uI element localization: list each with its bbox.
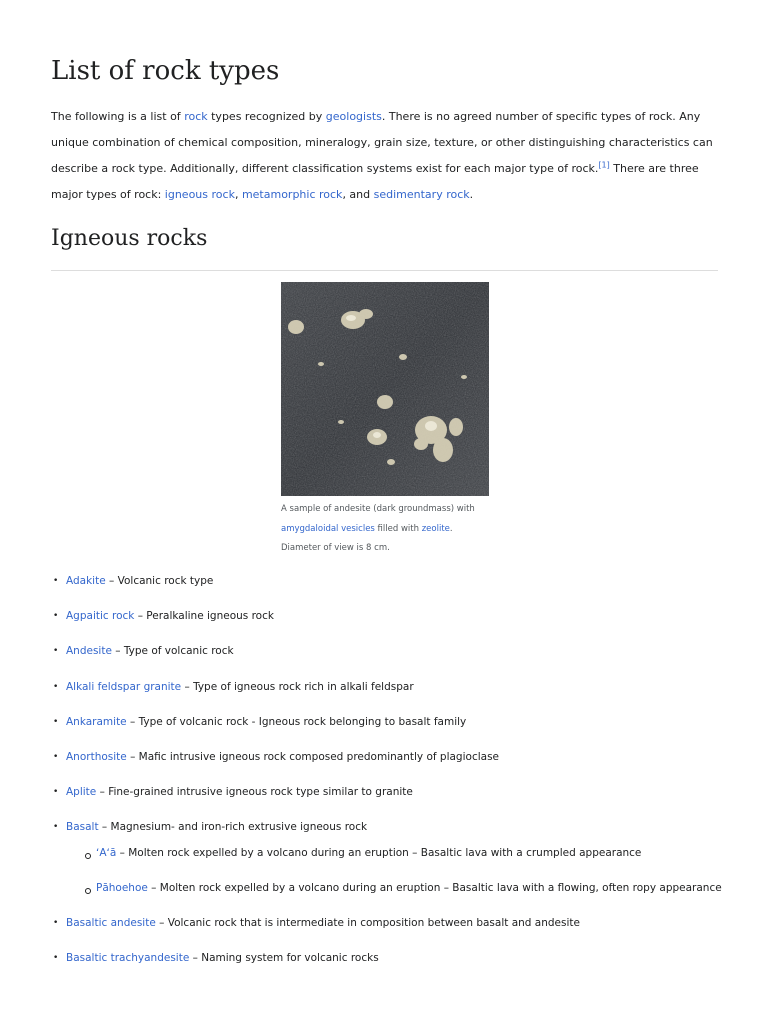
item-description: – Volcanic rock type <box>105 575 214 587</box>
intro-text: , and <box>342 188 374 201</box>
caption-text: filled with <box>374 523 422 534</box>
list-bullet: • <box>53 953 59 963</box>
basaltic-andesite-link[interactable]: Basaltic andesite <box>66 917 156 929</box>
list-bullet: • <box>53 752 59 762</box>
list-item <box>66 820 367 834</box>
list-item <box>66 680 414 694</box>
andesite-image[interactable] <box>281 282 489 496</box>
section-divider <box>51 270 718 271</box>
list-item <box>66 750 499 764</box>
item-description: – Volcanic rock that is intermediate in composition between basalt and andesite <box>155 917 580 929</box>
intro-paragraph <box>51 104 723 208</box>
list-bullet: • <box>53 822 59 832</box>
igneous-rock-link[interactable]: igneous rock <box>164 188 235 201</box>
list-item <box>66 609 274 623</box>
intro-text: . <box>469 188 474 201</box>
caption-text: . Diameter of view is 8 cm. <box>281 523 453 553</box>
item-description: – Peralkaline igneous rock <box>134 610 274 622</box>
zeolite-link[interactable]: zeolite <box>421 523 450 534</box>
metamorphic-rock-link[interactable]: metamorphic rock <box>241 188 343 201</box>
intro-text: types recognized by <box>207 110 326 123</box>
list-item <box>66 951 379 965</box>
agpaitic-rock-link[interactable]: Agpaitic rock <box>66 610 135 622</box>
rock-link[interactable]: rock <box>184 110 208 123</box>
list-bullet: • <box>53 717 59 727</box>
item-description: – Naming system for volcanic rocks <box>189 952 379 964</box>
item-description: – Mafic intrusive igneous rock composed predominantly of plagioclase <box>126 751 499 763</box>
pahoehoe-link[interactable]: Pāhoehoe <box>96 882 148 894</box>
reference-link[interactable]: [1] <box>598 160 610 170</box>
sub-list-bullet <box>85 888 91 894</box>
item-description: – Magnesium- and iron-rich extrusive igneous rock <box>98 821 368 833</box>
basalt-link[interactable]: Basalt <box>66 821 99 833</box>
intro-text: The following is a list of <box>51 110 185 123</box>
list-bullet: • <box>53 682 59 692</box>
list-bullet: • <box>53 576 59 586</box>
caption-text: A sample of andesite (dark groundmass) with <box>281 504 475 514</box>
item-description: – Molten rock expelled by a volcano during an eruption – Basaltic lava with a crumpled appearance <box>116 847 642 859</box>
geologists-link[interactable]: geologists <box>325 110 382 123</box>
intro-text: . There is no agreed number of specific types of rock. Any unique combination of chemical composition, mineralogy, grain size, texture, or other distinguishing characteristics can describe a rock type. Additionally, different classification systems exist for each major type of rock. <box>51 110 713 175</box>
aa-lava-link[interactable]: ʻAʻā <box>96 847 117 859</box>
list-bullet: • <box>53 646 59 656</box>
sub-list-bullet <box>85 853 91 859</box>
list-item <box>66 785 413 799</box>
amygdaloidal-vesicles-link[interactable]: amygdaloidal vesicles <box>281 523 375 534</box>
list-item <box>66 644 234 658</box>
sub-list-item <box>96 846 641 860</box>
item-description: – Type of volcanic rock - Igneous rock belonging to basalt family <box>126 716 467 728</box>
section-heading-igneous: Igneous rocks <box>51 226 208 251</box>
intro-text: , <box>234 188 242 201</box>
figure-caption <box>281 500 489 559</box>
andesite-link[interactable]: Andesite <box>66 645 112 657</box>
sedimentary-rock-link[interactable]: sedimentary rock <box>373 188 470 201</box>
item-description: – Molten rock expelled by a volcano during an eruption – Basaltic lava with a flowing, often ropy appearance <box>147 882 722 894</box>
list-bullet: • <box>53 918 59 928</box>
page-title: List of rock types <box>51 56 280 86</box>
alkali-feldspar-granite-link[interactable]: Alkali feldspar granite <box>66 681 182 693</box>
intro-text: There are three major types of rock: <box>51 162 699 201</box>
list-item <box>66 715 466 729</box>
ankaramite-link[interactable]: Ankaramite <box>66 716 127 728</box>
basaltic-trachyandesite-link[interactable]: Basaltic trachyandesite <box>66 952 190 964</box>
figure <box>281 282 489 559</box>
adakite-link[interactable]: Adakite <box>66 575 106 587</box>
item-description: – Type of volcanic rock <box>111 645 234 657</box>
list-bullet: • <box>53 611 59 621</box>
list-item <box>66 916 580 930</box>
anorthosite-link[interactable]: Anorthosite <box>66 751 127 763</box>
list-bullet: • <box>53 787 59 797</box>
aplite-link[interactable]: Aplite <box>66 786 97 798</box>
sub-list-item <box>96 881 722 895</box>
item-description: – Fine-grained intrusive igneous rock type similar to granite <box>96 786 413 798</box>
list-item <box>66 574 213 588</box>
item-description: – Type of igneous rock rich in alkali feldspar <box>181 681 414 693</box>
